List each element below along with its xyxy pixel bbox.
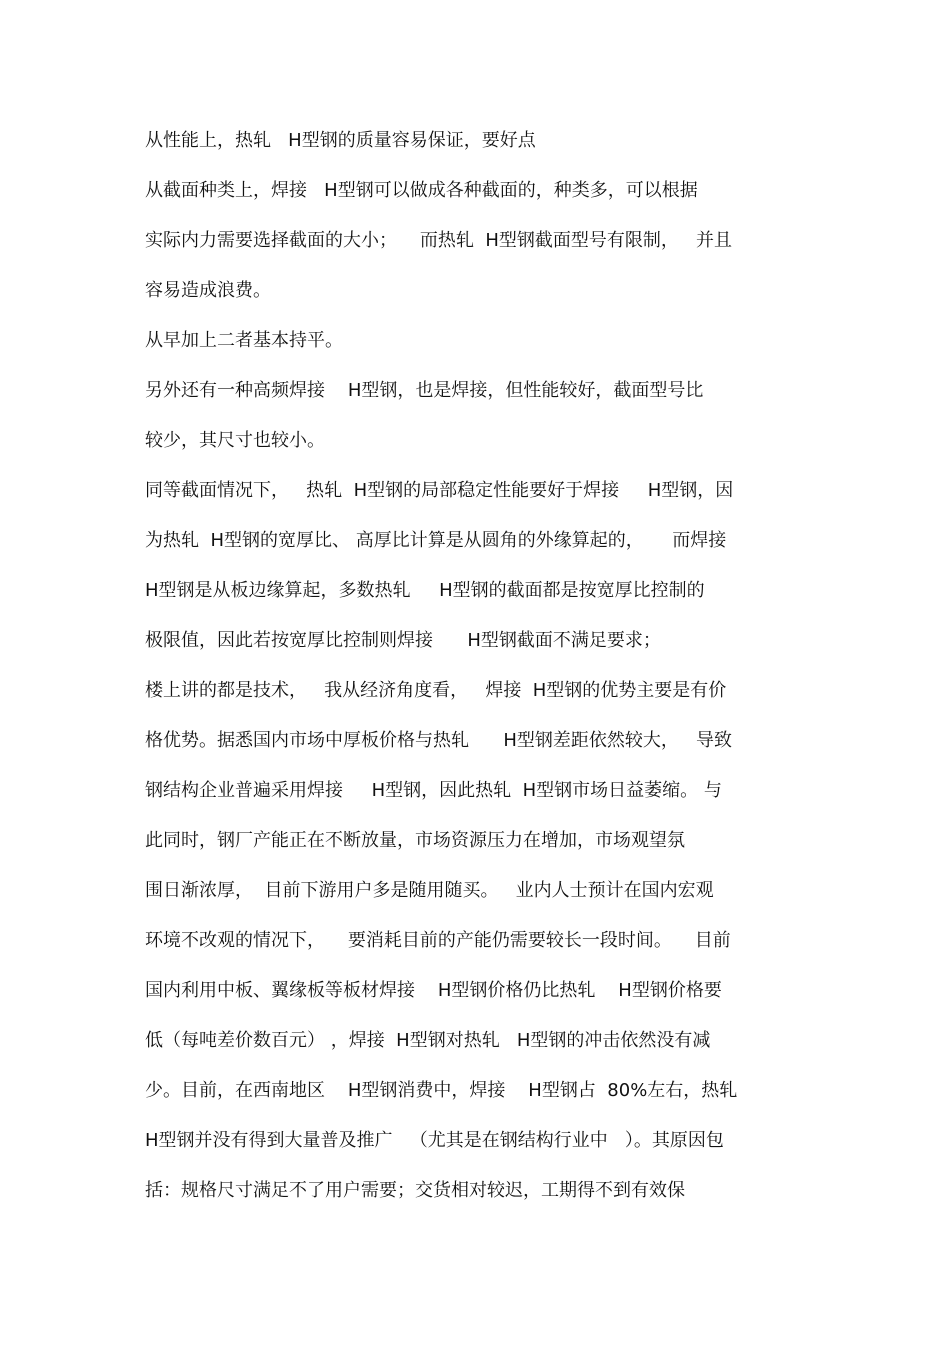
text-line: 括：规格尺寸满足不了用户需要；交货相对较迟，工期得不到有效保 <box>145 1180 685 1201</box>
text-line: 较少，其尺寸也较小。 <box>145 430 325 451</box>
body-text <box>145 122 825 1222</box>
text-line: 另外还有一种高频焊接 H型钢，也是焊接，但性能较好，截面型号比 <box>145 380 704 401</box>
text-line: 此同时，钢厂产能正在不断放量，市场资源压力在增加，市场观望氛 <box>145 830 685 851</box>
text-line: 从截面种类上，焊接 H型钢可以做成各种截面的，种类多，可以根据 <box>145 180 698 201</box>
text-line: 从性能上，热轧 H型钢的质量容易保证，要好点 <box>145 130 536 151</box>
text-line: H型钢并没有得到大量普及推广 （尤其是在钢结构行业中 ）。其原因包 <box>145 1130 724 1151</box>
text-line: 从早加上二者基本持平。 <box>145 330 343 351</box>
text-line: 钢结构企业普遍采用焊接 H型钢，因此热轧 H型钢市场日益萎缩。 与 <box>145 780 722 801</box>
text-line: 为热轧 H型钢的宽厚比、 高厚比计算是从圆角的外缘算起的， 而焊接 <box>145 530 727 551</box>
text-line: 实际内力需要选择截面的大小； 而热轧 H型钢截面型号有限制， 并且 <box>145 230 733 251</box>
text-line: 极限值，因此若按宽厚比控制则焊接 H型钢截面不满足要求； <box>145 630 661 651</box>
text-line: H型钢是从板边缘算起，多数热轧 H型钢的截面都是按宽厚比控制的 <box>145 580 705 601</box>
text-line: 少。目前，在西南地区 H型钢消费中，焊接 H型钢占 80%左右，热轧 <box>145 1080 738 1101</box>
text-line: 环境不改观的情况下， 要消耗目前的产能仍需要较长一段时间。 目前 <box>145 930 731 951</box>
text-line: 格优势。据悉国内市场中厚板价格与热轧 H型钢差距依然较大， 导致 <box>145 730 733 751</box>
text-line: 楼上讲的都是技术， 我从经济角度看， 焊接 H型钢的优势主要是有价 <box>145 680 727 701</box>
text-line: 容易造成浪费。 <box>145 280 271 301</box>
text-line: 国内利用中板、翼缘板等板材焊接 H型钢价格仍比热轧 H型钢价格要 <box>145 980 722 1001</box>
text-line: 低（每吨差价数百元） ，焊接 H型钢对热轧 H型钢的冲击依然没有减 <box>145 1030 711 1051</box>
text-line: 围日渐浓厚， 目前下游用户多是随用随买。 业内人士预计在国内宏观 <box>145 880 714 901</box>
text-line: 同等截面情况下， 热轧 H型钢的局部稳定性能要好于焊接 H型钢，因 <box>145 480 734 501</box>
